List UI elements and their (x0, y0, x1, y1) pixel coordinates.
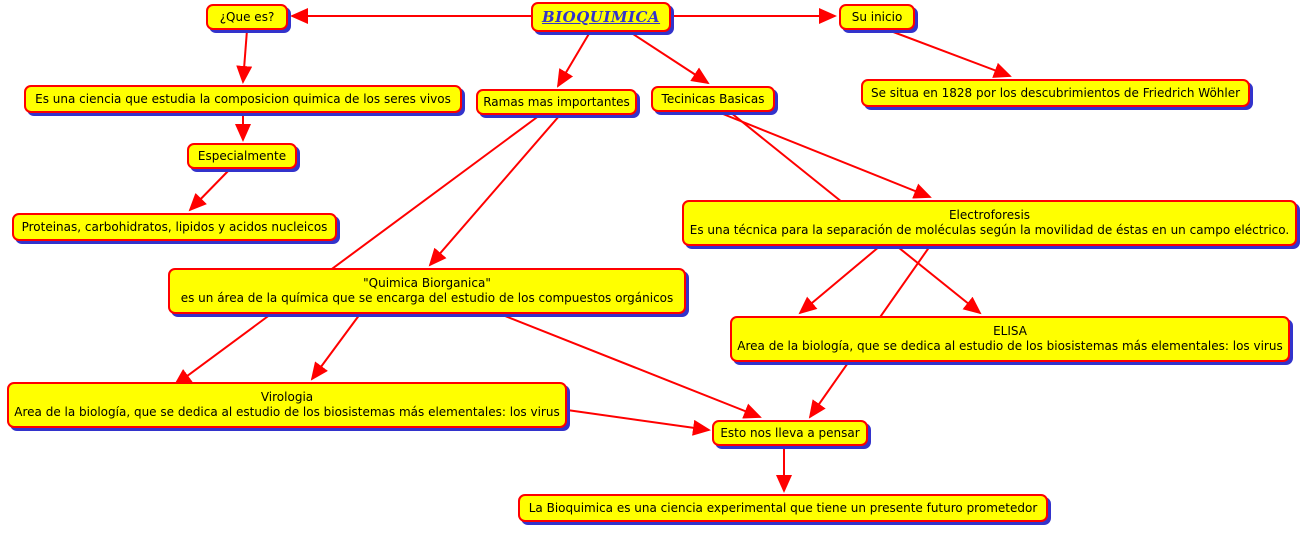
node-ramas[interactable] (476, 89, 637, 115)
edge-root-to-ramas (558, 32, 590, 86)
node-elisa-line: ELISA (993, 324, 1027, 338)
node-se-situa[interactable] (861, 79, 1250, 107)
node-esto-nos-lleva-line: Esto nos lleva a pensar (720, 425, 860, 440)
node-quimica-biorganica-line: "Quimica Biorganica" (363, 276, 491, 290)
edge-especialmente-to-proteinas (190, 169, 230, 210)
edge-root-to-tecnicas-basicas (630, 32, 708, 83)
node-virologia[interactable] (7, 382, 567, 428)
node-tecnicas-basicas[interactable] (651, 86, 775, 112)
edge-su-inicio-to-se-situa (888, 30, 1010, 76)
node-especialmente-line: Especialmente (197, 148, 287, 163)
node-elisa-line: Area de la biología, que se dedica al estudio de los biosistemas más elementales: los virus (737, 339, 1283, 353)
node-presente-futuro[interactable] (518, 494, 1048, 522)
node-quimica-biorganica-line: es un área de la química que se encarga del estudio de los compuestos orgánicos (180, 291, 674, 305)
edge-virologia-to-esto-nos-lleva (567, 410, 709, 430)
node-electroforesis-line: Es una técnica para la separación de moléculas según la movilidad de éstas en un campo eléctrico. (689, 223, 1290, 237)
node-root[interactable] (531, 2, 671, 32)
node-ciencia-estudia[interactable] (24, 85, 462, 113)
node-electroforesis-line: Electroforesis (948, 208, 1031, 222)
node-quimica-biorganica[interactable] (168, 268, 686, 314)
node-presente-futuro-line: La Bioquimica es una ciencia experimental que tiene un presente futuro prometedor (528, 500, 1038, 515)
node-tecnicas-basicas-line: Tecinicas Basicas (661, 91, 765, 106)
node-ciencia-estudia-line: Es una ciencia que estudia la composicion quimica de los seres vivos (35, 91, 451, 106)
node-especialmente[interactable] (187, 143, 297, 169)
edge-tecnicas-basicas-to-electroforesis (718, 112, 930, 197)
node-elisa[interactable] (730, 316, 1290, 362)
node-virologia-line: Virologia (260, 390, 314, 404)
edge-que-es-to-ciencia-estudia (243, 30, 247, 82)
node-su-inicio-line: Su inicio (851, 9, 903, 24)
node-proteinas-line: Proteinas, carbohidratos, lipidos y acidos nucleicos (21, 219, 328, 234)
node-que-es-line: ¿Que es? (219, 9, 275, 24)
edge-electroforesis-to-elisa (800, 246, 880, 313)
node-se-situa-line: Se situa en 1828 por los descubrimientos de Friedrich Wöhler (870, 85, 1241, 100)
edge-ramas-to-quimica-biorganica (430, 115, 560, 265)
edge-quimica-biorganica-to-virologia (312, 314, 360, 379)
node-que-es[interactable] (206, 4, 288, 30)
node-proteinas[interactable] (12, 213, 337, 241)
node-electroforesis[interactable] (682, 200, 1297, 246)
node-root-line: BIOQUIMICA (541, 7, 661, 26)
node-su-inicio[interactable] (839, 4, 915, 30)
node-esto-nos-lleva[interactable] (712, 420, 868, 446)
node-ramas-line: Ramas mas importantes (483, 94, 630, 109)
node-virologia-line: Area de la biología, que se dedica al estudio de los biosistemas más elementales: los virus (14, 405, 560, 419)
